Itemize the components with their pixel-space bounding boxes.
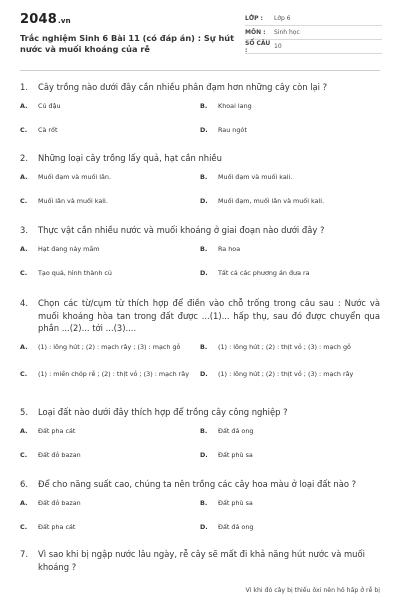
question-body: Cây trồng nào dưới đây cần nhiều phân đạm hơn những cây còn lại ? — [38, 82, 328, 92]
question-body: Để cho năng suất cao, chúng ta nên trồng các cây hoa màu ở loại đất nào ? — [38, 479, 357, 489]
option-letter: A. — [20, 342, 28, 351]
option-letter: C. — [20, 369, 28, 378]
meta-key: LỚP : — [245, 15, 263, 22]
option-row — [20, 361, 380, 387]
option-text: (1) : lông hút ; (2) : mạch rây ; (3) : mạch gỗ — [38, 342, 181, 351]
option-letter: D. — [200, 522, 208, 531]
option-c[interactable] — [20, 370, 190, 379]
option-a[interactable] — [20, 427, 190, 436]
worksheet-title: Trắc nghiệm Sinh 6 Bài 11 (có đáp án) : Sự hút nước và muối khoáng của rễ — [20, 33, 235, 54]
option-text: (1) : miền chóp rễ ; (2) : thịt vỏ ; (3) : mạch rây — [38, 369, 189, 378]
option-row — [20, 173, 380, 197]
option-row — [20, 245, 380, 269]
question-number: 1. — [20, 82, 28, 92]
question-6 — [20, 478, 380, 547]
option-row — [20, 451, 380, 475]
question-number: 3. — [20, 225, 28, 235]
option-text: Muối đạm và muối kali. — [218, 172, 293, 181]
option-row — [20, 427, 380, 451]
option-c[interactable] — [20, 523, 190, 532]
option-letter: A. — [20, 244, 28, 253]
option-a[interactable] — [20, 102, 190, 111]
answer-options — [20, 427, 380, 475]
option-row — [20, 343, 380, 361]
option-letter: D. — [200, 125, 208, 134]
option-letter: C. — [20, 450, 28, 459]
option-letter: C. — [20, 196, 28, 205]
option-letter: B. — [200, 426, 208, 435]
meta-row-class — [245, 12, 382, 26]
meta-row-subject — [245, 26, 382, 40]
meta-value: Sinh học — [274, 29, 300, 36]
option-letter: B. — [200, 342, 208, 351]
option-text: Cà rốt — [38, 125, 58, 134]
question-text — [20, 81, 380, 94]
question-text — [20, 224, 380, 237]
option-d[interactable] — [200, 370, 370, 379]
logo-suffix: .vn — [57, 17, 71, 25]
question-number: 7. — [20, 549, 28, 559]
question-3 — [20, 224, 380, 293]
option-letter: A. — [20, 426, 28, 435]
option-row — [20, 499, 380, 523]
question-text — [20, 548, 380, 573]
question-number: 2. — [20, 153, 28, 163]
worksheet-meta-table — [245, 12, 382, 54]
option-letter: D. — [200, 450, 208, 459]
question-body: Vì sao khi bị ngập nước lâu ngày, rễ cây sẽ mất đi khả năng hút nước và muối khoáng ? — [38, 549, 365, 572]
option-d[interactable] — [200, 197, 370, 206]
option-text: Đất đá ong — [218, 426, 254, 435]
option-a[interactable] — [20, 173, 190, 182]
question-4 — [20, 297, 380, 387]
option-c[interactable] — [20, 126, 190, 135]
option-row — [20, 197, 380, 221]
option-text: Muối đạm, muối lân và muối kali. — [218, 196, 325, 205]
meta-value: Lớp 6 — [274, 15, 291, 22]
option-c[interactable] — [20, 451, 190, 460]
option-letter: D. — [200, 268, 208, 277]
option-letter: C. — [20, 522, 28, 531]
option-text: Đất pha cát — [38, 522, 76, 531]
option-c[interactable] — [20, 197, 190, 206]
option-b[interactable] — [200, 427, 370, 436]
question-body: Thực vật cần nhiều nước và muối khoáng ở giai đoạn nào dưới đây ? — [38, 225, 325, 235]
option-text: Đất phù sa — [218, 450, 253, 459]
question-body: Loại đất nào dưới đây thích hợp để trồng cây công nghiệp ? — [38, 407, 288, 417]
option-letter: D. — [200, 369, 208, 378]
option-row — [20, 102, 380, 126]
option-text: Đất đá ong — [218, 522, 254, 531]
meta-row-count — [245, 40, 382, 54]
option-b[interactable] — [200, 173, 370, 182]
question-body: Những loại cây trồng lấy quả, hạt cần nhiều — [38, 153, 222, 163]
option-d[interactable] — [200, 126, 370, 135]
option-b[interactable] — [200, 245, 370, 254]
option-d[interactable] — [200, 523, 370, 532]
option-text: (1) : lông hút ; (2) : thịt vỏ ; (3) : mạch gỗ — [218, 342, 351, 351]
question-text — [20, 478, 380, 491]
question-text — [20, 406, 380, 419]
option-letter: A. — [20, 172, 28, 181]
question-1 — [20, 81, 380, 150]
answer-options — [20, 343, 380, 387]
site-logo[interactable] — [20, 12, 71, 27]
option-letter: D. — [200, 196, 208, 205]
option-b[interactable] — [200, 499, 370, 508]
option-a[interactable] — [20, 245, 190, 254]
question-text — [20, 297, 380, 335]
option-text: (1) : lông hút ; (2) : thịt vỏ ; (3) : mạch rây — [218, 369, 354, 378]
option-row — [20, 126, 380, 150]
option-d[interactable] — [200, 451, 370, 460]
option-letter: A. — [20, 101, 28, 110]
answer-options — [20, 102, 380, 150]
option-letter: C. — [20, 268, 28, 277]
option-d[interactable] — [200, 269, 370, 278]
meta-value: 10 — [274, 43, 282, 50]
meta-key: MÔN : — [245, 29, 266, 36]
answer-options — [20, 499, 380, 547]
question-number: 6. — [20, 479, 28, 489]
question-number: 4. — [20, 298, 28, 308]
option-text: Tất cả các phương án đưa ra — [218, 268, 310, 277]
option-b[interactable] — [200, 343, 370, 352]
header-divider — [20, 70, 380, 71]
option-row — [20, 269, 380, 293]
question-7-answer: Vì khi đó cây bị thiếu ôxi nên hô hấp ở rễ bị — [245, 587, 380, 594]
question-text — [20, 152, 380, 165]
option-text: Đất pha cát — [38, 426, 76, 435]
option-a[interactable] — [20, 343, 190, 352]
answer-options — [20, 245, 380, 293]
option-b[interactable] — [200, 102, 370, 111]
worksheet-header — [20, 12, 382, 72]
question-number: 5. — [20, 407, 28, 417]
option-row — [20, 523, 380, 547]
option-text: Đất đỏ bazan — [38, 498, 81, 507]
option-text: Muối lân và muối kali. — [38, 196, 108, 205]
logo-text: 2048 — [20, 12, 57, 27]
option-text: Củ đậu — [38, 101, 61, 110]
option-a[interactable] — [20, 499, 190, 508]
option-c[interactable] — [20, 269, 190, 278]
option-text: Tạo quả, hình thành củ — [38, 268, 112, 277]
option-letter: B. — [200, 244, 208, 253]
meta-key: SỐ CÂU : — [245, 39, 271, 54]
option-letter: B. — [200, 101, 208, 110]
option-text: Rau ngót — [218, 125, 247, 134]
option-text: Đất đỏ bazan — [38, 450, 81, 459]
option-letter: B. — [200, 172, 208, 181]
question-body: Chọn các từ/cụm từ thích hợp để điền vào chỗ trống trong câu sau : Nước và muối khoáng hòa tan trong đất được ...(1)... hấp thụ, sau đó được chuyển qua phần ...(2)... tới ...(3).... — [38, 298, 380, 334]
question-2 — [20, 152, 380, 221]
option-text: Khoai lang — [218, 101, 252, 110]
option-text: Hạt đang nảy mầm — [38, 244, 100, 253]
option-letter: B. — [200, 498, 208, 507]
option-letter: C. — [20, 125, 28, 134]
question-7 — [20, 548, 380, 573]
answer-options — [20, 173, 380, 221]
option-letter: A. — [20, 498, 28, 507]
option-text: Đất phù sa — [218, 498, 253, 507]
option-text: Ra hoa — [218, 244, 241, 253]
question-5 — [20, 406, 380, 475]
option-text: Muối đạm và muối lân. — [38, 172, 112, 181]
